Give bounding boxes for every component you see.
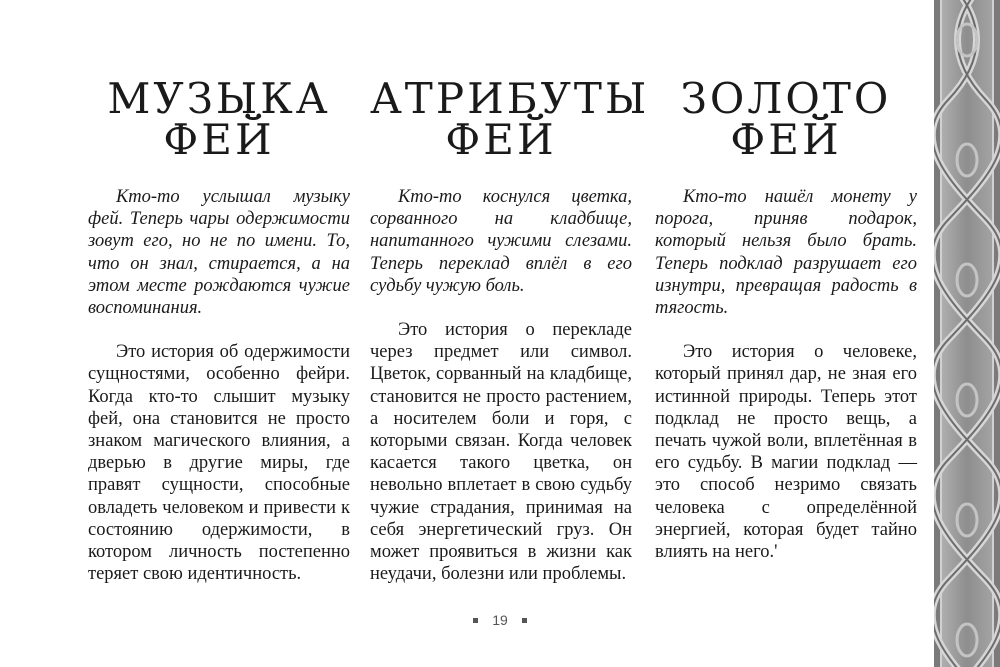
lead-paragraph: Кто-то коснулся цветка, сорванного на кладбище, напитанного чужими слезами. Теперь переклад вплёл в его судьбу чужую боль.: [370, 187, 632, 296]
heading-line2: ФЕЙ: [445, 115, 557, 164]
column-music: [88, 74, 350, 585]
heading-line1: АТРИБУТЫ: [370, 74, 650, 123]
heading-gold: [655, 74, 917, 164]
heading-line2: ФЕЙ: [163, 115, 275, 164]
body-paragraph: Это история о человеке, который принял дар, не зная его истинной природы. Теперь этот подклад не просто вещь, а печать чужой воли, вплетённая в его судьбу. В магии подклад — это способ незримо связать человека с определённой энергией, которая будет тайно влиять на него.': [655, 342, 917, 563]
heading-line1: ЗОЛОТО: [680, 74, 892, 123]
page-number: 19: [492, 612, 508, 628]
column-text: [370, 186, 632, 585]
body-paragraph: Это история о перекладе через предмет или символ. Цветок, сорванный на кладбище, становится не просто растением, а носителем боли и горя, с которыми связан. Когда человек касается такого цветка, он невольно вплетает в свою судьбу чужие страдания, принимая на себя энергетический груз. Он может проявиться в жизни как неудачи, болезни или проблемы.: [370, 320, 632, 585]
bullet-icon: [473, 618, 478, 623]
page-footer: [0, 612, 1000, 628]
column-attributes: [370, 74, 650, 585]
bullet-icon: [522, 618, 527, 623]
knot-pattern-icon: [934, 0, 1000, 667]
column-text: [655, 186, 917, 563]
heading-music: [88, 74, 350, 164]
lead-paragraph: Кто-то нашёл монету у порога, приняв подарок, который нельзя было брать. Теперь подклад разрушает его изнутри, превращая радость в тягость.: [655, 187, 917, 319]
column-gold: [655, 74, 917, 563]
heading-attributes: [370, 74, 650, 164]
lead-paragraph: Кто-то услышал музыку фей. Теперь чары одержимости зовут его, но не по имени. То, что он знал, стирается, а на этом месте рождаются чужие воспоминания.: [88, 187, 350, 319]
heading-line2: ФЕЙ: [730, 115, 842, 164]
celtic-knot-border: [934, 0, 1000, 667]
column-text: [88, 186, 350, 585]
body-paragraph: Это история об одержимости сущностями, особенно фейри. Когда кто-то слышит музыку фей, она становится не просто знаком магического влияния, а дверью в другие миры, где правят сущности, способные овладеть человеком и привести к состоянию одержимости, в котором личность постепенно теряет свою идентичность.: [88, 342, 350, 585]
heading-line1: МУЗЫКА: [107, 74, 331, 123]
